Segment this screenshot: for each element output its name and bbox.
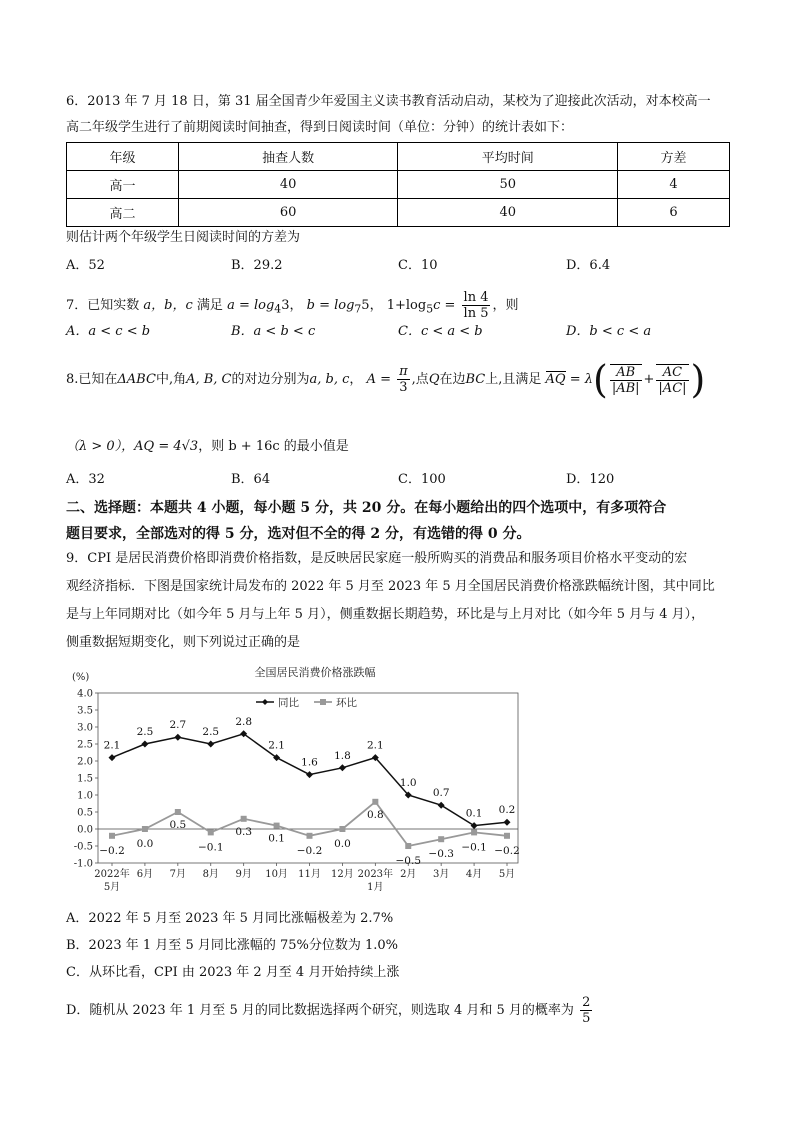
table-header-cell: 方差 bbox=[618, 143, 730, 171]
q9-line4: 侧重数据短期变化，则下列说过正确的是 bbox=[66, 635, 301, 650]
q8-text6: 在边 bbox=[439, 372, 466, 387]
mom-data-label: −0.2 bbox=[494, 844, 520, 857]
reading-time-table bbox=[66, 142, 730, 227]
q8-pi-fraction bbox=[397, 364, 410, 395]
table-cell: 40 bbox=[398, 199, 618, 227]
mom-point bbox=[241, 816, 247, 822]
mom-point bbox=[109, 833, 115, 839]
yoy-data-label: 1.0 bbox=[399, 777, 417, 789]
cpi-line-chart bbox=[60, 660, 530, 902]
yoy-point bbox=[306, 771, 313, 778]
mom-point bbox=[142, 826, 148, 832]
q9-frac-num: 2 bbox=[582, 995, 591, 1010]
q7-eq2-end: 5 bbox=[361, 298, 370, 313]
q7-fraction bbox=[462, 290, 491, 321]
q8-BC: BC bbox=[465, 372, 486, 387]
yoy-point bbox=[207, 741, 214, 748]
q7-option-d: D．b < c < a bbox=[566, 324, 652, 339]
y-tick-label: 2.0 bbox=[77, 756, 93, 768]
q7-suffix: ，则 bbox=[492, 298, 519, 313]
x-tick-label: 11月 bbox=[298, 869, 321, 880]
q7-eq2-sub: 7 bbox=[354, 302, 362, 316]
table-cell: 50 bbox=[398, 171, 618, 199]
mom-data-label: 0.8 bbox=[366, 808, 384, 821]
q7-stem: 7．已知实数 a，b，c 满足 $a = \log_43$， $b = \log_75$， $1+\log_5c$ = $\frac{\ln 4}{\ln 5}$ ，则 bbox=[66, 290, 519, 321]
table-cell: 高一 bbox=[67, 171, 179, 199]
q7-option-c: C．c < a < b bbox=[398, 324, 483, 339]
q8-text4: ， bbox=[349, 372, 363, 387]
section2-line1: 二、选择题：本题共 4 小题，每小题 5 分，共 20 分。在每小题给出的四个选项中，有多项符合 bbox=[66, 500, 667, 516]
y-tick-label: 4.0 bbox=[77, 688, 93, 700]
q8-text1: 8.已知在 bbox=[66, 372, 118, 387]
q7-option-a: A．a < c < b bbox=[66, 324, 151, 339]
chart-ylabel: (%) bbox=[72, 672, 90, 683]
q9-line2: 观经济指标．下图是国家统计局发布的 2022 年 5 月至 2023 年 5 月全国居民消费价格涨跌幅统计图，其中同比 bbox=[66, 579, 715, 594]
legend-marker-yoy bbox=[262, 699, 268, 705]
q8-stem: 8.已知在ΔABC中,角A, B, C的对边分别为a, b, c， A = $\frac{\pi}{3}$ ,点Q在边BC上,且满足 AQ = λ( $\frac{AB}{|AB|}$ + $\frac{AC}{|AC|}$ ) bbox=[66, 357, 706, 402]
q8-text7: 上,且满足 bbox=[485, 372, 542, 387]
x-tick-label: 3月 bbox=[432, 869, 450, 880]
mom-point bbox=[175, 809, 181, 815]
chart-legend bbox=[256, 696, 357, 709]
q8-three: 3 bbox=[399, 380, 408, 395]
y-tick-label: 0.0 bbox=[77, 824, 93, 836]
mom-data-label: 0.0 bbox=[136, 838, 154, 850]
table-row bbox=[67, 199, 730, 227]
q9-line3: 是与上年同期对比（如今年 5 月与上年 5 月），侧重数据长期趋势，环比是与上月对比（如今年 5 月与 4 月）， bbox=[66, 607, 705, 622]
mom-data-label: 0.5 bbox=[169, 819, 187, 831]
q6-line2: 高二年级学生进行了前期阅读时间抽查，得到日阅读时间（单位：分钟）的统计表如下： bbox=[66, 120, 574, 135]
q8-text2: 中,角 bbox=[155, 372, 187, 387]
q8-AC-unit bbox=[656, 364, 688, 396]
q8-AB-abs: |AB| bbox=[611, 380, 640, 396]
q8-option-d: D．120 bbox=[566, 472, 615, 487]
q8-lambda: = λ bbox=[569, 372, 593, 387]
table-row bbox=[67, 171, 730, 199]
q7-option-b: B．a < b < c bbox=[231, 324, 316, 339]
mom-point bbox=[405, 843, 411, 849]
x-tick-label: 1月 bbox=[367, 882, 384, 893]
mom-data-label: 0.0 bbox=[334, 838, 351, 850]
mom-point bbox=[339, 826, 345, 832]
table-header-cell: 抽查人数 bbox=[178, 143, 398, 171]
q8-AQ-vector: AQ bbox=[545, 372, 566, 387]
q8-condition bbox=[66, 438, 349, 456]
mom-data-label: −0.3 bbox=[428, 848, 454, 861]
yoy-data-label: 2.1 bbox=[268, 739, 285, 752]
yoy-data-label: 2.7 bbox=[169, 719, 187, 732]
table-cell: 高二 bbox=[67, 199, 179, 227]
x-tick-label: 2022年 bbox=[94, 869, 130, 880]
mom-data-label: −0.1 bbox=[461, 841, 487, 854]
mom-point bbox=[274, 823, 280, 829]
x-tick-label: 10月 bbox=[265, 869, 288, 880]
q8-A-eq: A = bbox=[366, 372, 391, 387]
q9-frac-den: 5 bbox=[582, 1011, 591, 1026]
q9-option-b: B．2023 年 1 月至 5 月同比涨幅的 75%分位数为 1.0% bbox=[66, 938, 399, 953]
q9-line1: 9．CPI 是居民消费价格即消费价格指数，是反映居民家庭一般所购买的消费品和服务项目价格水平变动的宏 bbox=[66, 551, 688, 566]
mom-data-label: −0.5 bbox=[395, 855, 421, 867]
yoy-point bbox=[504, 819, 511, 826]
q8-angles: A, B, C bbox=[186, 372, 232, 387]
q8-ask: ，则 b + 16c 的最小值是 bbox=[198, 439, 349, 454]
mom-data-label: −0.1 bbox=[198, 841, 224, 854]
table-header-row bbox=[67, 143, 730, 171]
mom-data-label: −0.2 bbox=[99, 844, 125, 857]
table-cell: 4 bbox=[618, 171, 730, 199]
table-cell: 60 bbox=[178, 199, 398, 227]
yoy-point bbox=[141, 741, 148, 748]
q7-eq1: a = log bbox=[227, 298, 275, 313]
yoy-data-label: 2.8 bbox=[235, 715, 253, 728]
yoy-data-label: 0.7 bbox=[432, 787, 450, 800]
x-tick-label: 12月 bbox=[331, 869, 354, 880]
yoy-data-label: 2.5 bbox=[136, 726, 154, 738]
yoy-data-label: 1.6 bbox=[301, 756, 318, 769]
q6-line1: 6．2013 年 7 月 18 日，第 31 届全国青少年爱国主义读书教育活动启动，某校为了迎接此次活动，对本校高一 bbox=[66, 94, 711, 109]
chart-title: 全国居民消费价格涨跌幅 bbox=[254, 666, 376, 679]
q8-text3: 的对边分别为 bbox=[231, 372, 310, 387]
y-tick-label: 3.0 bbox=[77, 722, 93, 734]
q9-option-d-text: D．随机从 2023 年 1 月至 5 月的同比数据选择两个研究，则选取 4 月和 5 月的概率为 bbox=[66, 1003, 574, 1018]
q6-option-c: C．10 bbox=[398, 258, 438, 273]
q8-cond: （λ > 0）， bbox=[66, 439, 135, 454]
q7-frac-den: ln 5 bbox=[463, 306, 489, 321]
mom-point bbox=[471, 829, 477, 835]
table-cell: 40 bbox=[178, 171, 398, 199]
yoy-data-label: 1.8 bbox=[334, 749, 351, 762]
q8-sides: a, b, c bbox=[309, 372, 350, 387]
q8-option-c: C．100 bbox=[398, 472, 446, 487]
legend-label-mom: 环比 bbox=[336, 697, 357, 709]
q7-eq3-c: c = bbox=[433, 298, 456, 313]
q8-pi: π bbox=[399, 364, 408, 379]
yoy-point bbox=[438, 802, 445, 809]
q8-triangle: ΔABC bbox=[117, 372, 156, 387]
y-tick-label: 2.5 bbox=[77, 739, 93, 751]
y-tick-label: 0.5 bbox=[77, 807, 93, 819]
q8-AC: AC bbox=[656, 364, 688, 381]
y-tick-label: -1.0 bbox=[73, 858, 93, 870]
yoy-point bbox=[339, 764, 346, 771]
yoy-point bbox=[471, 822, 478, 829]
q7-eq2: b = log bbox=[306, 298, 355, 313]
yoy-data-label: 2.5 bbox=[202, 726, 220, 738]
q8-Q: Q bbox=[428, 372, 440, 387]
mom-data-label: −0.2 bbox=[296, 844, 323, 857]
x-tick-label: 8月 bbox=[202, 869, 219, 880]
q7-frac-num: ln 4 bbox=[463, 290, 489, 305]
q6-ask: 则估计两个年级学生日阅读时间的方差为 bbox=[66, 230, 301, 245]
mom-point bbox=[504, 833, 510, 839]
legend-marker-mom bbox=[320, 699, 326, 705]
mom-point bbox=[208, 829, 214, 835]
table-header-cell: 平均时间 bbox=[398, 143, 618, 171]
y-tick-label: -0.5 bbox=[73, 841, 93, 853]
q8-AB-unit bbox=[610, 364, 642, 396]
mom-data-label: 0.1 bbox=[268, 832, 285, 845]
q8-aq-length: AQ = 4√3 bbox=[134, 439, 199, 454]
yoy-data-label: 2.1 bbox=[366, 739, 384, 752]
x-tick-label: 5月 bbox=[103, 882, 121, 893]
q7-eq3: 1+log bbox=[386, 298, 427, 313]
yoy-data-label: 2.1 bbox=[103, 739, 121, 752]
q8-AB: AB bbox=[610, 364, 642, 381]
q8-option-b: B．64 bbox=[231, 472, 271, 487]
x-tick-label: 2023年 bbox=[357, 869, 394, 880]
legend-label-yoy: 同比 bbox=[278, 697, 299, 709]
mom-point bbox=[307, 833, 313, 839]
yoy-point bbox=[174, 734, 181, 741]
q6-option-b: B．29.2 bbox=[231, 258, 283, 273]
q8-text5: ,点 bbox=[411, 372, 429, 387]
y-tick-label: 1.5 bbox=[77, 773, 93, 785]
x-tick-label: 4月 bbox=[465, 869, 483, 880]
q9-option-d-fraction bbox=[580, 995, 592, 1026]
q7-eq1-end: 3 bbox=[281, 298, 290, 313]
x-tick-label: 9月 bbox=[235, 869, 252, 880]
table-header-cell: 年级 bbox=[67, 143, 179, 171]
q7-eq1-sub: 4 bbox=[274, 302, 282, 316]
q7-vars: a，b，c bbox=[143, 298, 193, 313]
mom-point bbox=[438, 836, 444, 842]
y-tick-label: 1.0 bbox=[77, 790, 93, 802]
mom-point bbox=[372, 799, 378, 805]
q6-option-d: D．6.4 bbox=[566, 258, 611, 273]
q8-option-a: A．32 bbox=[66, 472, 105, 487]
yoy-point bbox=[109, 754, 116, 761]
q9-option-d bbox=[66, 995, 594, 1027]
section2-line2: 题目要求，全部选对的得 5 分，选对但不全的得 2 分，有选错的得 0 分。 bbox=[66, 526, 531, 542]
table-cell: 6 bbox=[618, 199, 730, 227]
mom-data-label: 0.3 bbox=[235, 825, 253, 838]
x-tick-label: 7月 bbox=[169, 869, 187, 880]
q6-option-a: A．52 bbox=[66, 258, 105, 273]
q7-prefix: 7．已知实数 bbox=[66, 298, 140, 313]
x-tick-label: 2月 bbox=[400, 869, 417, 880]
yoy-data-label: 0.2 bbox=[498, 804, 516, 817]
series-line-yoy bbox=[112, 734, 507, 826]
q9-option-c: C．从环比看，CPI 由 2023 年 2 月至 4 月开始持续上涨 bbox=[66, 965, 400, 980]
q7-eq3-sub: 5 bbox=[426, 302, 434, 316]
q7-mid: 满足 bbox=[196, 298, 223, 313]
yoy-data-label: 0.1 bbox=[465, 807, 483, 820]
q8-AC-abs: |AC| bbox=[658, 380, 687, 396]
y-tick-label: 3.5 bbox=[77, 705, 93, 717]
x-tick-label: 6月 bbox=[136, 869, 154, 880]
x-tick-label: 5月 bbox=[498, 869, 516, 880]
q9-option-a: A．2022 年 5 月至 2023 年 5 月同比涨幅极差为 2.7% bbox=[66, 911, 394, 926]
